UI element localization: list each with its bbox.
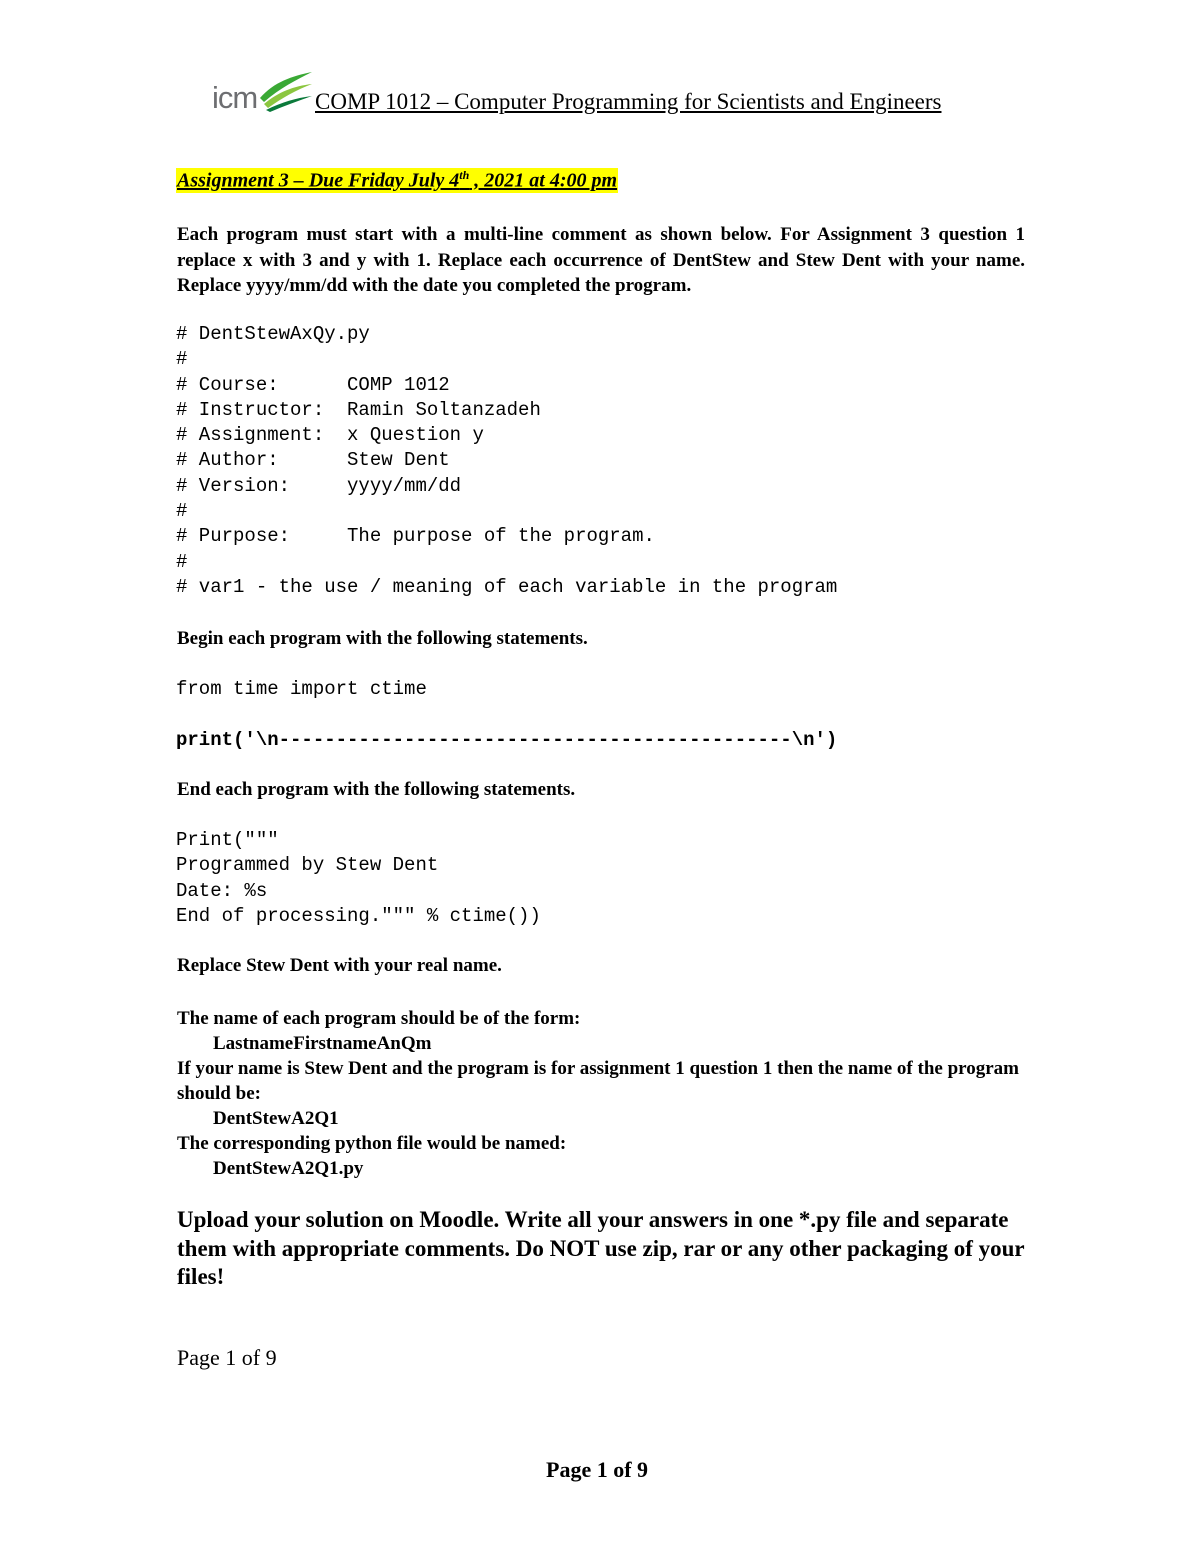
- naming-form: LastnameFirstnameAnQm: [213, 1033, 432, 1054]
- course-title: COMP 1012 – Computer Programming for Scientists and Engineers: [315, 89, 942, 114]
- upload-instructions: [177, 1206, 1027, 1292]
- end-label: End each program with the following statements.: [177, 779, 576, 800]
- code-line: # var1 - the use / meaning of each variable in the program: [176, 575, 838, 598]
- naming-example: DentStewA2Q1: [213, 1108, 339, 1129]
- code-line: # Author: Stew Dent: [176, 449, 450, 472]
- end-code-block: [176, 828, 541, 929]
- logo-swoosh-icon: [256, 68, 316, 112]
- code-line: #: [176, 500, 188, 523]
- naming-line: The corresponding python file would be named:: [177, 1133, 567, 1154]
- replace-note: Replace Stew Dent with your real name.: [177, 955, 502, 976]
- begin-label: Begin each program with the following statements.: [177, 628, 588, 649]
- code-line: #: [176, 550, 188, 573]
- logo-text: icm: [212, 80, 258, 115]
- upload-text-end: use zip, rar or any other packaging of your files!: [177, 1235, 1025, 1289]
- code-line: Programmed by Stew Dent: [176, 854, 439, 877]
- naming-file-example: DentStewA2Q1.py: [213, 1158, 364, 1179]
- code-line: # Purpose: The purpose of the program.: [176, 525, 655, 548]
- upload-text: Upload your solution on Moodle. Write all your answers in one *.py file and separate them with appropriate comments. Do: [177, 1207, 1009, 1261]
- header-comment-block: [176, 322, 837, 600]
- naming-line: If your name is Stew Dent and the program is for assignment 1 question 1 then the name of the program should be:: [177, 1058, 1019, 1104]
- code-line: End of processing.""" % ctime()): [176, 904, 541, 927]
- code-line: # Version: yyyy/mm/dd: [176, 474, 462, 497]
- icm-logo: [212, 66, 312, 120]
- page-number-footer: Page 1 of 9: [546, 1457, 649, 1482]
- page-number-inline: Page 1 of 9: [177, 1345, 277, 1370]
- code-line: # DentStewAxQy.py: [176, 323, 370, 345]
- code-line: Date: %s: [176, 879, 268, 902]
- import-statement: from time import ctime: [176, 678, 427, 700]
- code-line: #: [176, 348, 188, 371]
- naming-line: The name of each program should be of the form:: [177, 1008, 581, 1029]
- upload-emphasis: NOT: [549, 1235, 600, 1261]
- code-line: Print(""": [176, 829, 279, 851]
- assignment-title-main: Assignment 3 – Due Friday July 4: [177, 169, 460, 192]
- assignment-title-date: , 2021 at 4:00 pm: [469, 169, 618, 192]
- intro-paragraph: Each program must start with a multi-line comment as shown below. For Assignment 3 question 1 replace x with 3 and y with 1. Replace each occurrence of DentStew and Stew Dent with your name. Replace yyyy/mm/dd with the date you completed the program.: [177, 224, 1025, 296]
- print-statement: print('\n---------------------------------------------\n'): [176, 729, 838, 751]
- code-line: # Assignment: x Question y: [176, 424, 484, 447]
- code-line: # Course: COMP 1012: [176, 373, 450, 396]
- assignment-title-sup: th: [459, 168, 470, 182]
- code-line: # Instructor: Ramin Soltanzadeh: [176, 398, 541, 421]
- naming-rules: [177, 1006, 1027, 1181]
- assignment-title: [176, 168, 618, 193]
